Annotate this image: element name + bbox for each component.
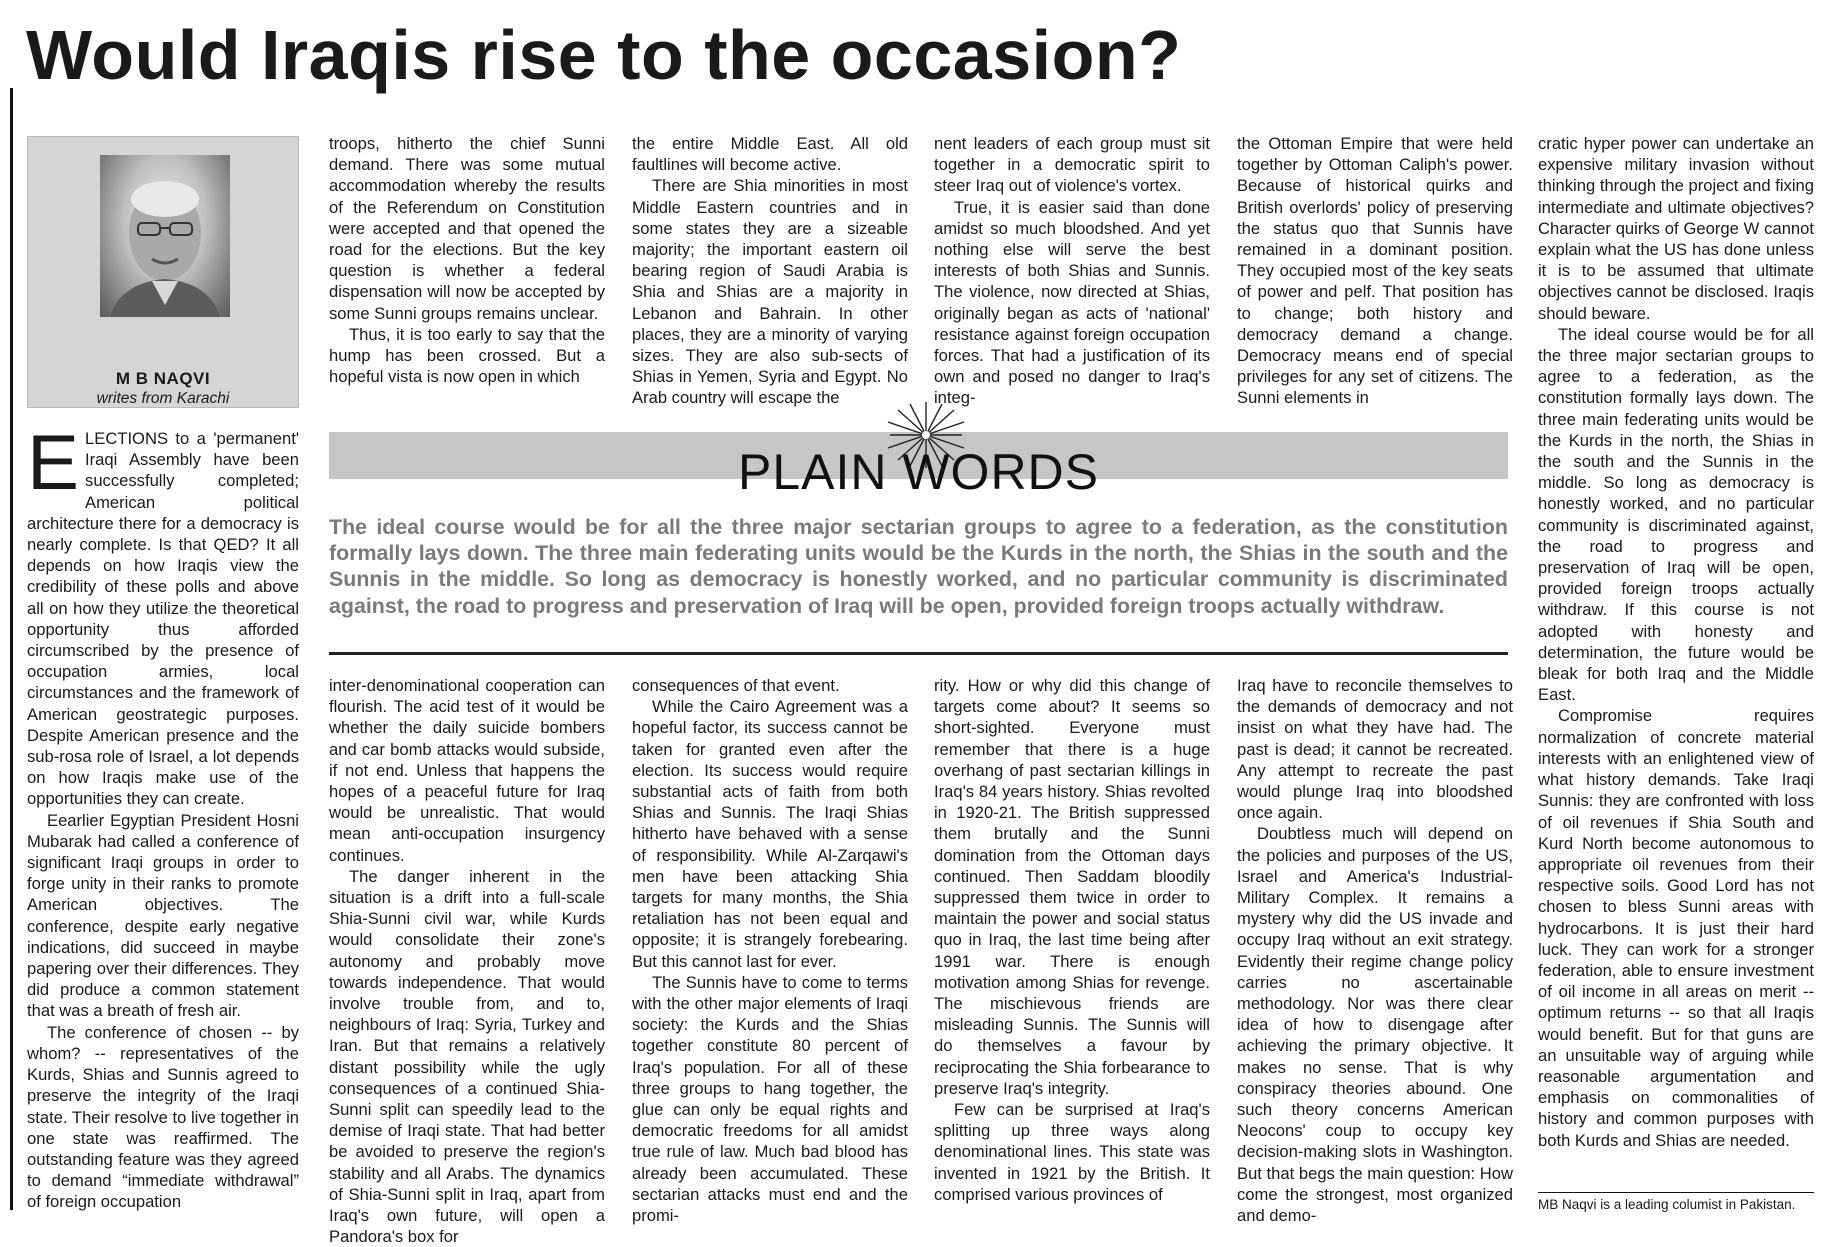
column-2-top [329,133,605,411]
paragraph: the Ottoman Empire that were held together by Ottoman Caliph's power. Because of historical quirks and British overlords' policy of preserving the status quo that Sunnis have remained in a dominant position. They occupied most of the key seats of power and pelf. That position has to change; both history and democracy demand a change. Democracy means end of special privileges for any set of citizens. The Sunni elements in [1237,134,1513,408]
author-location: writes from Karachi [96,390,230,407]
footnote-rule [1538,1192,1814,1193]
portrait-icon [100,155,230,317]
column-4-bottom [934,675,1210,1220]
drop-cap: E [27,418,80,506]
column-4-top [934,133,1210,411]
author-name: M B NAQVI [115,369,211,388]
paragraph: The danger inherent in the situation is a drift into a full-scale Shia-Sunni civil war, while Kurds would consolidate their zone's autonomy and probably move towards independence. That would involve trouble from, and to, neighbours of Iraq: Syria, Turkey and Iran. But that remains a relatively distant possibility while the ugly consequences of a continued Shia-Sunni split can speedily lead to the demise of Iraqi state. That had better be avoided to preserve the region's stability and all Arabs. The dynamics of Shia-Sunni split in Iraq, apart from Iraq's own future, will open a Pandora's box for [329,866,605,1247]
pull-quote: The ideal course would be for all the three major sectarian groups to agree to a federation, as the constitution formally lays down. The three main federating units would be the Kurds in the north, the Shias in the south and the Sunnis in the middle. So long as democracy is honestly worked, and no particular community is discriminated against, the road to progress and preservation of Iraq will be open, provided foreign troops actually withdraw. [329,515,1508,618]
paragraph: The Sunnis have to come to terms with the other major elements of Iraqi society: the Kurds and the Shias together constitute 80 percent of Iraq's population. For all of these three groups to hang together, the glue can only be equal rights and democratic freedoms for all amidst true rule of law. Much bad blood has already been accumulated. These sectarian attacks must end and the promi- [632,972,908,1226]
column-3-top [632,133,908,411]
author-box [27,136,299,408]
paragraph: nent leaders of each group must sit together in a democratic spirit to steer Iraq out of violence's vortex. [934,134,1210,196]
paragraph: troops, hitherto the chief Sunni demand. There was some mutual accommodation whereby the results of the Referendum on Constitution were accepted and that opened the road for the elections. But the key question is whether a federal dispensation will now be accepted by some Sunni groups remains unclear. [329,134,605,323]
paragraph [27,418,299,810]
column-1 [27,418,299,1220]
author-portrait-photo [100,155,230,317]
paragraph: inter-denominational cooperation can flourish. The acid test of it would be whether the daily suicide bombers and car bomb attacks would subside, if not end. Unless that happens the hopes of a peaceful future for Iraq would be unrealistic. That would mean anti-occupation insurgency continues. [329,676,605,865]
paragraph: cratic hyper power can undertake an expensive military invasion without thinking through the project and fixing intermediate and ultimate objectives? Character quirks of George W cannot explain what the US has done unless it is to be assumed that ultimate objectives cannot be disclosed. Iraqis should beware. [1538,134,1814,323]
paragraph: The ideal course would be for all the three major sectarian groups to agree to a federation, as the constitution formally lays down. The three main federating units would be the Kurds in the north, the Shias in the south and the Sunnis in the middle. So long as democracy is honestly worked, and no particular community is discriminated against, the road to progress and preservation of Iraq will be open, provided foreign troops actually withdraw. If this course is not adopted with honesty and determination, the future would be bleak for both Iraq and the Middle East. [1538,324,1814,705]
paragraph: Few can be surprised at Iraq's splitting up three ways along denominational lines. This state was invented in 1921 by the British. It comprised various provinces of [934,1100,1210,1204]
paragraph: Compromise requires normalization of concrete material interests with an enlightened view of what history demands. Take Iraqi Sunnis: they are confronted with loss of oil revenues if Shia South and Kurd North become autonomous to appropriate oil revenues from their respective soils. Good Lord has not chosen to bless Sunni areas with hydrocarbons. It is just their hard luck. They can work for a stronger federation, able to ensure investment of oil income in all areas on merit -- optimum returns -- so that all Iraqis would benefit. But for that guns are an unsuitable way of arguing while reasonable argumentation and emphasis on commonalities of history and common purposes with both Kurds and Shias are needed. [1538,706,1814,1150]
headline: Would Iraqis rise to the occasion? [26,16,1182,94]
paragraph: While the Cairo Agreement was a hopeful factor, its success cannot be taken for granted even after the election. Its success would require substantial acts of faith from both Shias and Sunnis. The Iraqi Shias hitherto have behaved with a sense of responsibility. While Al-Zarqawi's men have been attacking Shia targets for many months, the Shia retaliation has not been equal and opposite; it is strangely forebearing. But this cannot last for ever. [632,697,908,971]
paragraph: rity. How or why did this change of targets come about? It seems so short-sighted. Everyone must remember that there is a huge overhang of past sectarian killings in Iraq's 84 years history. Shias revolted in 1920-21. The British suppressed them brutally and the Sunni domination from the Ottoman days continued. Then Saddam bloodily suppressed them twice in order to maintain the power and social status quo in Iraq, the last time being after 1991 war. There is enough motivation among Shias for revenge. The mischievous friends are misleading Sunnis. The Sunnis will do themselves a favour by reciprocating the Shia forbearance to preserve Iraq's integrity. [934,676,1210,1098]
paragraph: consequences of that event. [632,676,840,695]
paragraph: Eearlier Egyptian President Hosni Mubarak had called a conference of significant Iraqi groups in order to forge unity in their ranks to promote American objectives. The conference, despite early negative indications, did succeed in maybe papering over their differences. They did produce a common statement that was a breath of fresh air. [27,810,299,1021]
paragraph: Iraq have to reconcile themselves to the demands of democracy and not insist on what they have had. The past is dead; it cannot be recreated. Any attempt to recreate the past would plunge Iraq into bloodshed once again. [1237,676,1513,823]
paragraph: Doubtless much will depend on the policies and purposes of the US, Israel and America's Industrial-Military Complex. It remains a mystery why did the US invade and occupy Iraq without an exit strategy. Evidently their regime change policy carries no ascertainable methodology. Nor was there clear idea of how to disengage after achieving the primary objective. It makes no sense. That is why conspiracy theories abound. One such theory concerns American Neocons' coup to occupy key decision-making slots in Washington. But that begs the main question: How come the strongest, most organized and demo- [1237,824,1513,1226]
paragraph: Thus, it is too early to say that the hump has been crossed. But a hopeful vista is now open in which [329,324,605,387]
column-3-bottom [632,675,908,1226]
paragraph: There are Shia minorities in most Middle Eastern countries and in some states they are a sizeable majority; the important eastern oil bearing region of Saudi Arabia is Shia and Shias are a majority in Lebanon and Bahrain. In other places, they are a minority of varying sizes. They are also sub-sects of Shias in Yemen, Syria and Egypt. No Arab country will escape the [632,176,908,408]
paragraph-text: LECTIONS to a 'permanent' Iraqi Assembly have been successfully completed; American political architecture there for a democracy is nearly complete. Is that QED? It all depends on how Iraqis view the credibility of these polls and above all on how they utilize the theoretical opportunity thus afforded circumscribed by the presence of occupation armies, local circumstances and the framework of American geostrategic purposes. Despite American presence and the sub-rosa role of Israel, a lot depends on how Iraqis make use of the opportunities they can create. [27,429,299,809]
paragraph: the entire Middle East. All old faultlines will become active. [632,134,908,175]
author-footnote: MB Naqvi is a leading columist in Pakistan. [1538,1197,1796,1212]
paragraph: True, it is easier said than done amidst so much bloodshed. And yet nothing else will serve the best interests of both Shias and Sunnis. The violence, now directed at Shias, originally began as acts of 'national' resistance against foreign occupation forces. That had a justification of its own and posed no danger to Iraq's integ- [934,197,1210,408]
column-5-bottom [1237,675,1513,1226]
column-2-bottom [329,675,605,1247]
section-banner-title: PLAIN WORDS [737,444,1100,500]
column-6 [1538,133,1814,1179]
paragraph: The conference of chosen -- by whom? -- representatives of the Kurds, Shias and Sunnis agreed to preserve the integrity of the Iraqi state. Their resolve to live together in one state was reaffirmed. The outstanding feature was they agreed to demand “immediate withdrawal” of foreign occupation [27,1022,299,1212]
pull-quote-rule [329,652,1508,655]
left-margin-rule [10,88,13,1210]
column-5-top [1237,133,1513,411]
